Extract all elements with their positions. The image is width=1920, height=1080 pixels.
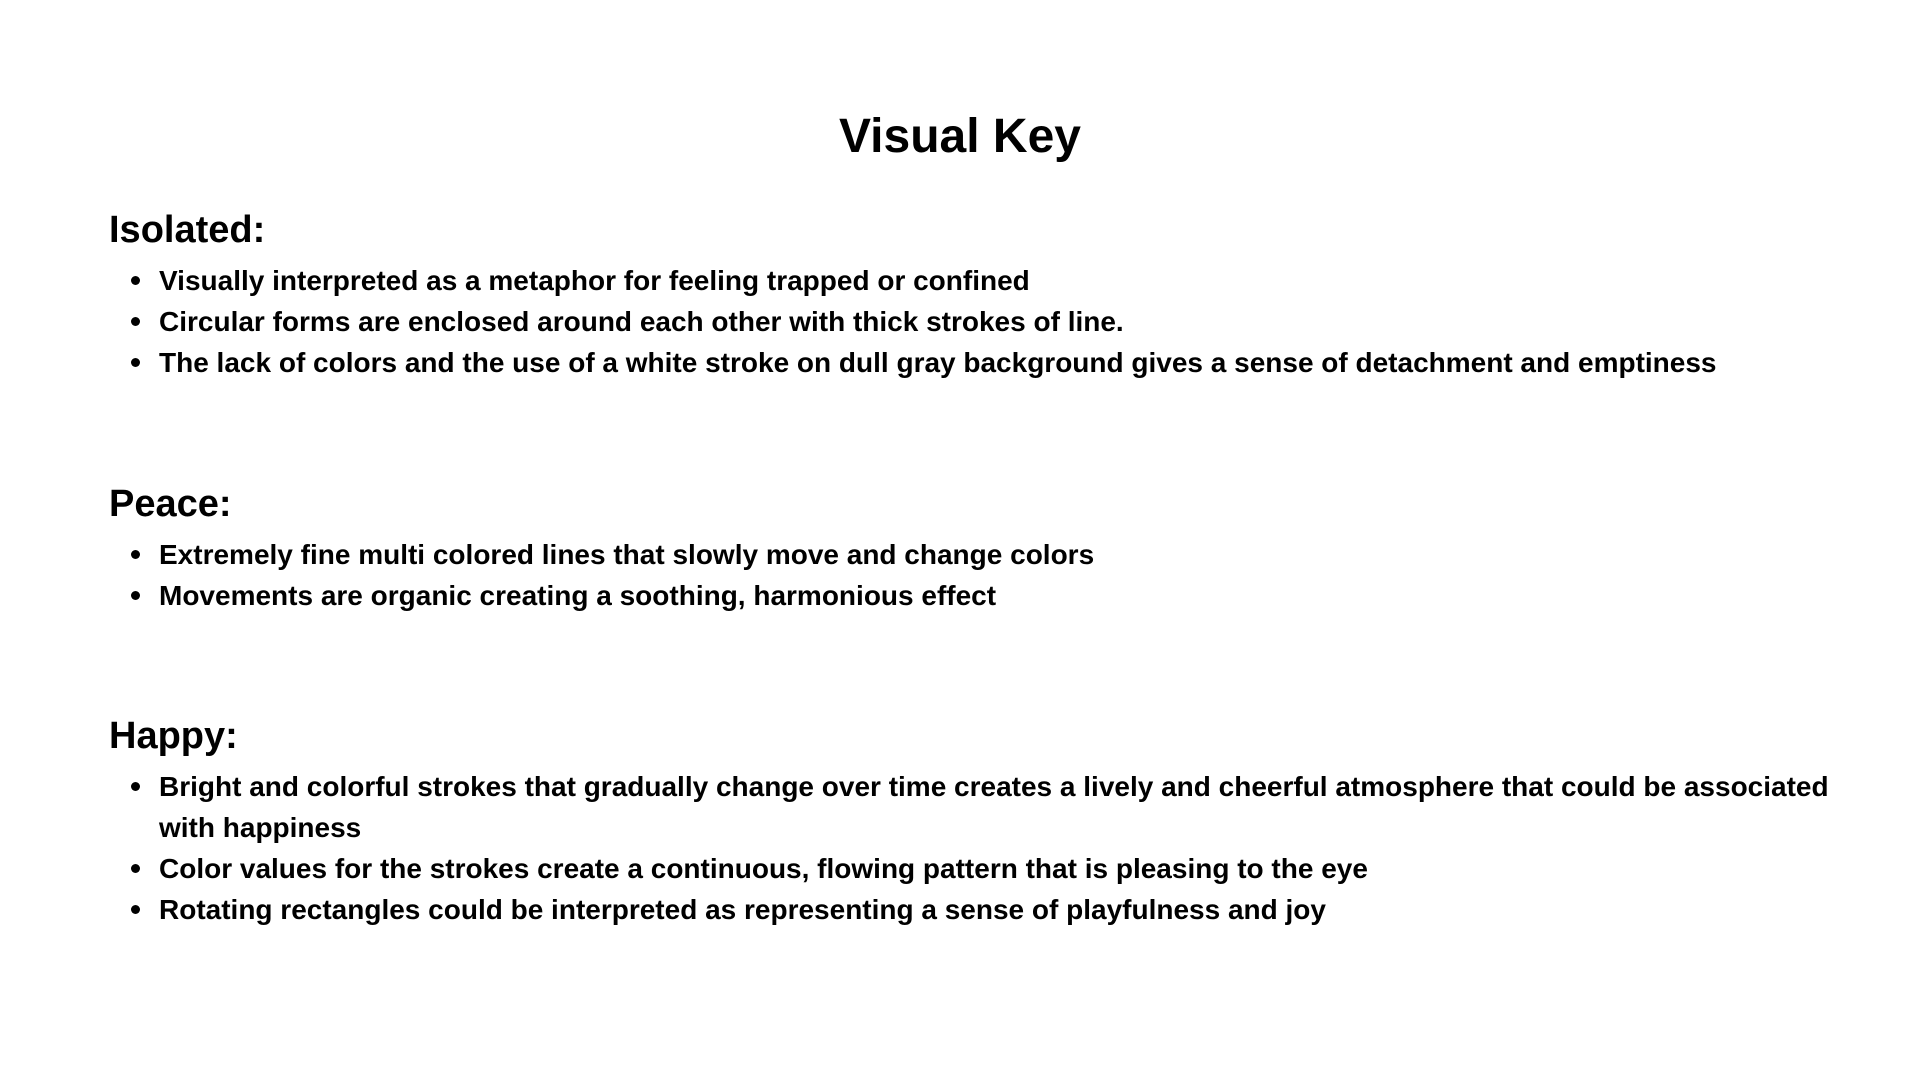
bullet-icon [131,317,140,326]
list-item [109,260,1869,301]
list-item [109,534,1869,575]
section-heading-happy: Happy: [109,715,238,757]
bullet-icon [131,358,140,367]
bullet-icon [131,591,140,600]
list-item-text: Bright and colorful strokes that gradually change over time creates a lively and cheerful atmosphere that could be associated with happiness [159,771,1829,843]
bullet-icon [131,905,140,914]
list-item-text: The lack of colors and the use of a white stroke on dull gray background gives a sense of detachment and emptiness [159,347,1717,378]
section-peace [109,480,1869,616]
list-item [109,342,1869,383]
bullet-icon [131,550,140,559]
bullet-list-isolated [109,260,1869,383]
list-item [109,889,1869,930]
bullet-list-peace [109,534,1869,616]
list-item-text: Movements are organic creating a soothing, harmonious effect [159,580,997,611]
bullet-icon [131,782,140,791]
bullet-icon [131,276,140,285]
list-item [109,301,1869,342]
bullet-icon [131,864,140,873]
list-item-text: Extremely fine multi colored lines that slowly move and change colors [159,539,1095,570]
section-heading-isolated: Isolated: [109,209,266,251]
bullet-list-happy [109,766,1869,930]
section-happy [109,712,1869,930]
list-item-text: Circular forms are enclosed around each other with thick strokes of line. [159,306,1124,337]
list-item [109,575,1869,616]
list-item [109,848,1869,889]
section-isolated [109,206,1869,383]
list-item-text: Rotating rectangles could be interpreted as representing a sense of playfulness and joy [159,894,1326,925]
section-heading-peace: Peace: [109,483,232,525]
page-title: Visual Key [839,110,1081,163]
list-item [109,766,1869,848]
list-item-text: Color values for the strokes create a continuous, flowing pattern that is pleasing to the eye [159,853,1368,884]
list-item-text: Visually interpreted as a metaphor for feeling trapped or confined [159,265,1030,296]
